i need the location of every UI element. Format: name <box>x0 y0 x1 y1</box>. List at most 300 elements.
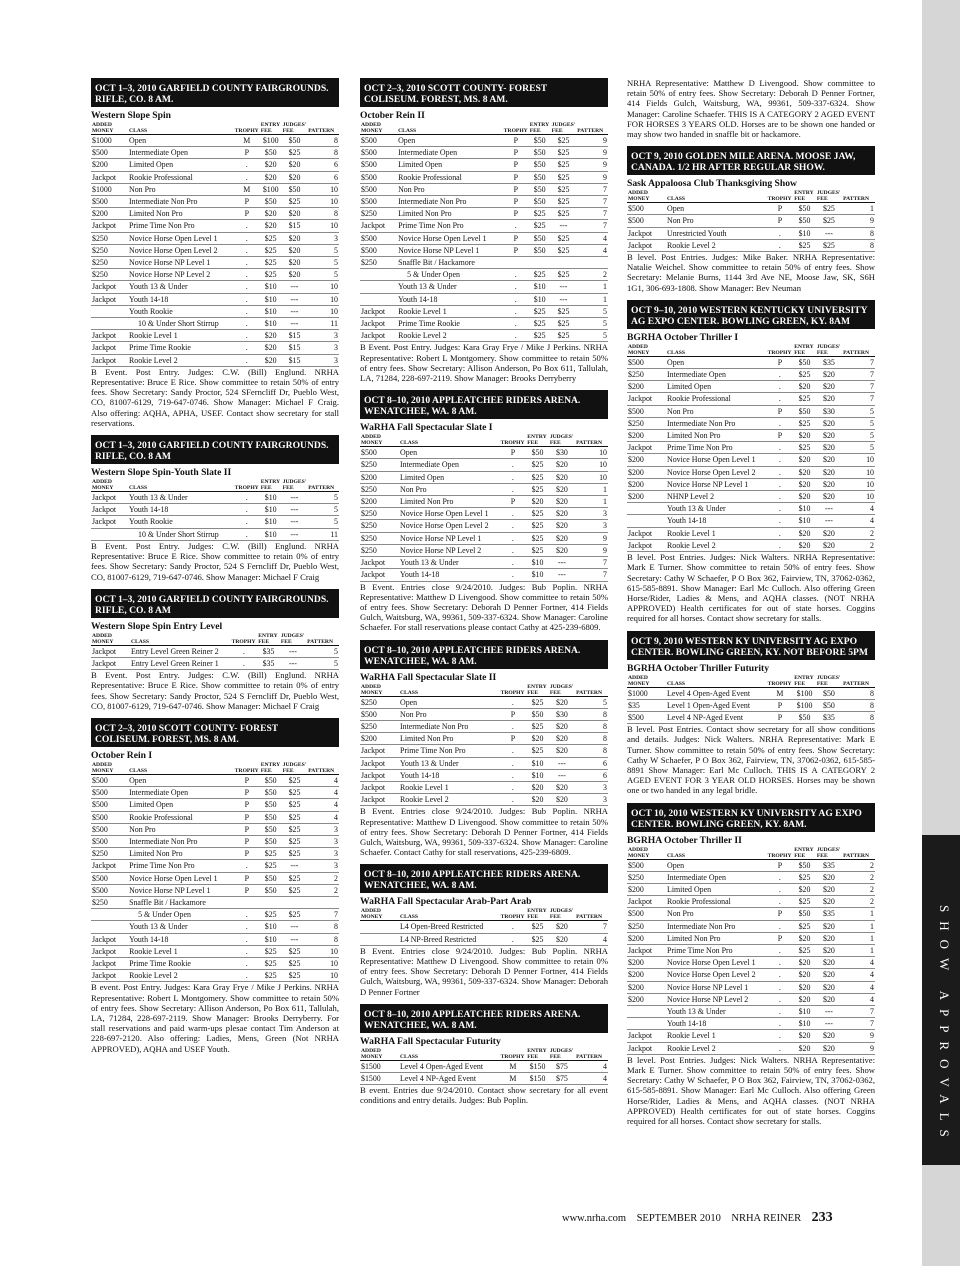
added-money: Jackpot <box>627 227 666 239</box>
table-row <box>627 491 875 503</box>
added-money: Jackpot <box>627 1042 666 1054</box>
table-row <box>91 516 339 528</box>
col-header-text: CLASS <box>400 440 419 447</box>
col-header-text: PATTERN <box>843 680 870 687</box>
judges-fee: $25 <box>282 945 308 957</box>
entry-fee: $50 <box>526 708 549 720</box>
entry-fee: $25 <box>793 239 816 251</box>
entry-fee: $10 <box>526 569 549 581</box>
judges-fee: --- <box>549 769 575 781</box>
class-name: Limited Non Pro <box>397 208 503 220</box>
judges-fee: $20 <box>816 491 842 503</box>
event-notes: B Event. Post Entry. Judges: Kara Gray Frye / Mike J Perkins. NRHA Representative: Robert L Montgomery. Show committee to retain 50% of entry fees. Show Secretary: Allison Anderson, Po Box 611, Tallulah, LA, 71284, 228-697-2119. Show Manager: Brooks Derryberry <box>360 342 608 384</box>
pattern: 2 <box>307 884 339 896</box>
class-name: Prime Time Non Pro <box>128 860 234 872</box>
trophy: . <box>234 257 260 269</box>
entry-fee: $50 <box>793 859 816 871</box>
entry-fee: $20 <box>260 330 282 342</box>
pattern: 5 <box>307 516 339 528</box>
table-row <box>360 244 608 256</box>
trophy: . <box>500 483 527 495</box>
trophy: P <box>503 196 529 208</box>
added-money: $500 <box>91 835 128 847</box>
pattern: 1 <box>842 908 875 920</box>
added-money: Jackpot <box>627 944 666 956</box>
class-name: Non Pro <box>666 405 767 417</box>
entry-fee: $25 <box>529 318 551 330</box>
class-name: Novice Horse NP Level 2 <box>128 269 234 281</box>
pattern: 10 <box>307 957 339 969</box>
class-name: Rookie Level 1 <box>399 781 500 793</box>
table-row <box>360 557 608 569</box>
class-name: Non Pro <box>666 908 767 920</box>
col-header-text: JUDGES' <box>551 122 576 128</box>
added-money: $250 <box>360 544 399 556</box>
class-name: Youth 13 & Under <box>666 503 767 515</box>
table-row <box>627 466 875 478</box>
added-money: $500 <box>360 147 397 159</box>
col-header-text: MONEY <box>628 196 650 203</box>
added-money: $500 <box>360 159 397 171</box>
col-entry-fee <box>526 908 549 921</box>
added-money: $500 <box>91 799 128 811</box>
trophy: . <box>234 528 260 540</box>
entry-fee: $50 <box>529 147 551 159</box>
class-name: 5 & Under Open <box>128 909 234 921</box>
entry-fee: $25 <box>793 871 816 883</box>
table-row <box>91 921 339 933</box>
entry-fee: $100 <box>793 699 816 711</box>
added-money: Jackpot <box>91 354 128 366</box>
col-header-text: FEE <box>258 638 270 645</box>
trophy: . <box>500 696 527 708</box>
trophy: . <box>500 520 527 532</box>
event-title: BGRHA October Thriller I <box>627 331 739 343</box>
judges-fee: --- <box>280 657 306 669</box>
pattern: 2 <box>842 539 875 551</box>
pattern: 7 <box>575 921 608 933</box>
col-header-text: FEE <box>527 1053 539 1060</box>
entry-fee: $10 <box>260 528 282 540</box>
pattern: 5 <box>307 269 339 281</box>
added-money: Jackpot <box>360 757 399 769</box>
judges-fee: --- <box>549 557 575 569</box>
class-name: Intermediate Non Pro <box>128 196 234 208</box>
judges-fee: --- <box>551 220 577 232</box>
event-title: BGRHA October Thriller Futurity <box>627 662 770 674</box>
trophy: . <box>234 504 260 516</box>
col-header-text: MONEY <box>628 852 650 859</box>
col-class <box>399 908 500 921</box>
class-name: Novice Horse Open Level 1 <box>128 232 234 244</box>
pattern: 4 <box>842 503 875 515</box>
judges-fee: $20 <box>282 159 308 171</box>
trophy: . <box>767 944 794 956</box>
added-money <box>360 921 399 933</box>
entry-fee: $25 <box>793 417 816 429</box>
col-trophy <box>500 1048 527 1061</box>
event-listing <box>627 631 875 796</box>
class-name: Novice Horse NP Level 1 <box>397 244 503 256</box>
judges-fee: $20 <box>816 957 842 969</box>
event-notes: B level. Post Entries. Contact show secretary for all show conditions and details. Judges: Nick Walters. NRHA Representative: Mark E Turner. Show committee to retain 50% of entry fees. Show Secretary: Cathy W Schaefer, P O Box 362, Fairview, TN, 37062-0362, 615-585-8891 Show Manager: Earl Mc Culloch. THIS IS A CATEGORY 2 AGED EVENT FOR 3 YEAR OLD HORSES. Horses may be shown one or two handed in any legal bridle. <box>627 724 875 796</box>
class-name: Youth 14-18 <box>397 293 503 305</box>
entry-fee: $50 <box>529 135 551 147</box>
col-added-money <box>627 190 666 203</box>
col-added-money <box>360 1048 399 1061</box>
judges-fee: --- <box>282 516 308 528</box>
pattern: 8 <box>575 708 608 720</box>
col-header-text: CLASS <box>129 767 148 774</box>
table-row <box>91 330 339 342</box>
judges-fee: $20 <box>282 269 308 281</box>
table-row <box>360 196 608 208</box>
class-name: Youth 13 & Under <box>399 757 500 769</box>
class-name: Limited Open <box>666 883 767 895</box>
class-name: Rookie Level 2 <box>397 330 503 342</box>
pattern: 2 <box>842 896 875 908</box>
col-header-text: TROPHY <box>767 349 792 356</box>
col-class <box>666 675 767 688</box>
col-header-text: CLASS <box>400 914 419 921</box>
col-header-text: JUDGES' <box>549 908 574 915</box>
judges-fee: $20 <box>816 969 842 981</box>
pattern: 2 <box>307 872 339 884</box>
column-1 <box>91 78 339 1061</box>
event-listing <box>91 78 339 428</box>
added-money: $250 <box>360 483 399 495</box>
table-row <box>627 239 875 251</box>
col-added-money <box>360 684 399 697</box>
col-header-text: ADDED <box>628 846 648 853</box>
table-row <box>627 932 875 944</box>
entry-fee: $20 <box>793 454 816 466</box>
table-row <box>360 483 608 495</box>
table-row <box>91 318 339 330</box>
entry-fee: $25 <box>526 933 549 945</box>
judges-fee: $25 <box>551 135 577 147</box>
trophy: . <box>234 909 260 921</box>
pattern: 3 <box>575 781 608 793</box>
col-header-text: MONEY <box>92 638 114 645</box>
event-listing <box>360 864 608 996</box>
col-judges-fee <box>549 434 575 447</box>
col-header-text: TROPHY <box>500 1053 525 1060</box>
trophy: . <box>234 244 260 256</box>
pattern: 8 <box>307 208 339 220</box>
pattern: 9 <box>576 147 608 159</box>
pattern: 10 <box>307 281 339 293</box>
col-entry-fee <box>526 434 549 447</box>
added-money: Jackpot <box>91 342 128 354</box>
column-2 <box>360 78 608 1113</box>
table-row <box>360 459 608 471</box>
class-name: Limited Open <box>399 471 500 483</box>
col-trophy <box>234 762 260 775</box>
class-table <box>91 633 339 670</box>
table-row <box>627 711 875 723</box>
judges-fee: $20 <box>282 244 308 256</box>
trophy: . <box>234 159 260 171</box>
class-name: Youth 13 & Under <box>128 281 234 293</box>
entry-fee: $20 <box>793 969 816 981</box>
added-money: $500 <box>91 811 128 823</box>
trophy: . <box>503 305 529 317</box>
col-judges-fee <box>816 675 842 688</box>
entry-fee: $25 <box>260 957 282 969</box>
class-name: Prime Time Non Pro <box>666 442 767 454</box>
pattern: 5 <box>842 430 875 442</box>
trophy: . <box>500 933 527 945</box>
added-money: Jackpot <box>91 945 128 957</box>
class-name: L4 Open-Breed Restricted <box>399 921 500 933</box>
pattern: 3 <box>307 848 339 860</box>
event-listing <box>627 146 875 293</box>
table-row <box>360 281 608 293</box>
col-trophy <box>234 122 260 135</box>
judges-fee: --- <box>282 305 308 317</box>
event-notes: B level. Post Entries. Judges: Nick Walters. NRHA Representative: Mark E Turner. Show committee to retain 50% of entry fees. Show Secretary: Cathy W Schaefer, P O Box 362, Fairview, TN, 37062-0362, 615-585-8891. Show Manager: Earl Mc Culloch. Also offering Green Horse/Rider, Ladies & Mens, and AQHA classes. (NOT NRHA APPROVED) Health certificates for out of state horses. Coggins required for all horses. Contact show secretary for stalls. <box>627 1054 875 1127</box>
event-title: October Rein I <box>91 749 153 761</box>
entry-fee: $25 <box>529 220 551 232</box>
added-money: Jackpot <box>360 318 397 330</box>
trophy: . <box>234 860 260 872</box>
table-row <box>627 417 875 429</box>
class-table <box>360 908 608 945</box>
table-row <box>91 657 339 669</box>
entry-fee: $10 <box>260 933 282 945</box>
trophy: P <box>234 799 260 811</box>
entry-fee: $20 <box>793 430 816 442</box>
class-name: Intermediate Non Pro <box>399 720 500 732</box>
event-header: OCT 10, 2010 WESTERN KY UNIVERSITY AG EXPO CENTER. BOWLING GREEN, KY. 8AM. <box>627 803 875 832</box>
class-name: Novice Horse Open Level 2 <box>666 466 767 478</box>
entry-fee: $50 <box>260 196 282 208</box>
trophy: . <box>767 969 794 981</box>
event-listing <box>360 390 608 632</box>
class-name: Open <box>666 356 767 368</box>
col-class <box>666 190 767 203</box>
pattern: 5 <box>842 442 875 454</box>
pattern: 9 <box>576 171 608 183</box>
trophy: . <box>234 945 260 957</box>
event-title: BGRHA October Thriller II <box>627 834 742 846</box>
trophy: . <box>767 539 794 551</box>
entry-fee: $25 <box>793 896 816 908</box>
pattern: 3 <box>575 520 608 532</box>
trophy: . <box>500 921 527 933</box>
entry-fee: $50 <box>793 405 816 417</box>
col-header-text: TROPHY <box>500 689 525 696</box>
table-row <box>360 318 608 330</box>
added-money: $250 <box>360 720 399 732</box>
table-row <box>360 544 608 556</box>
table-row <box>91 645 339 657</box>
class-name: Rookie Level 2 <box>128 354 234 366</box>
entry-fee: $10 <box>260 492 282 504</box>
pattern: 1 <box>576 281 608 293</box>
class-name: Novice Horse Open Level 1 <box>399 508 500 520</box>
judges-fee: $35 <box>816 859 842 871</box>
class-name: 5 & Under Open <box>397 269 503 281</box>
table-row <box>91 269 339 281</box>
added-money: Jackpot <box>91 957 128 969</box>
table-row <box>91 244 339 256</box>
col-pattern <box>575 908 608 921</box>
col-header-text: ENTRY <box>527 908 547 915</box>
trophy: P <box>767 699 794 711</box>
added-money: $250 <box>360 520 399 532</box>
table-row <box>627 369 875 381</box>
pattern: 3 <box>575 794 608 806</box>
col-header-text: TROPHY <box>231 638 256 645</box>
pattern: 7 <box>576 220 608 232</box>
judges-fee: $20 <box>816 454 842 466</box>
class-name: Youth 14-18 <box>666 1018 767 1030</box>
trophy: . <box>500 557 527 569</box>
added-money: $200 <box>627 957 666 969</box>
judges-fee: $15 <box>282 342 308 354</box>
entry-fee: $20 <box>260 208 282 220</box>
table-row <box>360 769 608 781</box>
table-row <box>360 508 608 520</box>
table-row <box>91 504 339 516</box>
col-header-text: FEE <box>527 689 539 696</box>
trophy: . <box>767 1005 794 1017</box>
event-title: WaRHA Fall Spectacular Futurity <box>360 1035 501 1047</box>
entry-fee: $25 <box>526 696 549 708</box>
added-money <box>360 933 399 945</box>
class-name: Rookie Level 1 <box>666 1030 767 1042</box>
pattern: 10 <box>575 459 608 471</box>
event-title: Western Slope Spin Entry Level <box>91 620 223 632</box>
entry-fee: $50 <box>526 447 549 459</box>
col-header-text: FEE <box>529 128 541 134</box>
table-row <box>627 687 875 699</box>
pattern: 7 <box>575 569 608 581</box>
added-money: $200 <box>91 208 128 220</box>
judges-fee: $30 <box>549 708 575 720</box>
col-header-text: PATTERN <box>576 440 603 447</box>
entry-fee: $20 <box>793 1042 816 1054</box>
trophy: . <box>500 769 527 781</box>
col-header-text: PATTERN <box>576 689 603 696</box>
entry-fee: $10 <box>260 305 282 317</box>
class-name: Prime Time Rookie <box>128 957 234 969</box>
class-name: Rookie Professional <box>397 171 503 183</box>
pattern: 2 <box>842 883 875 895</box>
col-judges-fee <box>282 122 308 135</box>
entry-fee: $20 <box>526 794 549 806</box>
added-money: $250 <box>360 696 399 708</box>
trophy: P <box>234 208 260 220</box>
table-row <box>91 872 339 884</box>
judges-fee: --- <box>549 757 575 769</box>
entry-fee: $25 <box>260 848 282 860</box>
table-row <box>627 859 875 871</box>
judges-fee: $25 <box>551 244 577 256</box>
entry-fee: $20 <box>260 220 282 232</box>
col-header-text: CLASS <box>398 128 417 134</box>
judges-fee: $35 <box>816 908 842 920</box>
added-money: $250 <box>91 896 128 908</box>
col-header-text: FEE <box>549 1053 561 1060</box>
class-table <box>627 847 875 1055</box>
added-money: $200 <box>627 478 666 490</box>
added-money: $250 <box>91 232 128 244</box>
added-money: $500 <box>360 244 397 256</box>
entry-fee: $35 <box>257 657 280 669</box>
class-name: Intermediate Non Pro <box>666 417 767 429</box>
added-money: $250 <box>360 257 397 269</box>
class-table <box>360 684 608 807</box>
trophy: P <box>234 872 260 884</box>
added-money: $500 <box>91 774 128 786</box>
pattern: 10 <box>307 970 339 982</box>
added-money <box>627 1018 666 1030</box>
col-added-money <box>360 122 397 135</box>
class-name: Open <box>399 447 500 459</box>
col-header-text: FEE <box>794 680 806 687</box>
class-table <box>627 675 875 725</box>
entry-fee: $25 <box>526 720 549 732</box>
col-header-text: JUDGES' <box>549 683 574 690</box>
pattern: 8 <box>842 711 875 723</box>
col-pattern <box>842 344 875 357</box>
trophy: . <box>767 1030 794 1042</box>
pattern: 8 <box>307 135 339 147</box>
added-money: Jackpot <box>360 557 399 569</box>
trophy: . <box>767 466 794 478</box>
class-name: Youth 14-18 <box>399 569 500 581</box>
trophy: P <box>767 932 794 944</box>
col-header-text: PATTERN <box>577 128 604 134</box>
trophy: . <box>234 330 260 342</box>
event-header: OCT 1–3, 2010 GARFIELD COUNTY FAIRGROUNDS. RIFLE, CO. 8 AM. <box>91 78 339 107</box>
class-name: Youth 14-18 <box>128 933 234 945</box>
table-row <box>360 147 608 159</box>
event-listing <box>91 589 339 711</box>
col-header-text: ADDED <box>92 479 112 486</box>
col-header-text: ADDED <box>361 908 381 915</box>
added-money: $500 <box>360 232 397 244</box>
table-row <box>360 733 608 745</box>
col-judges-fee <box>282 762 308 775</box>
pattern: 4 <box>307 787 339 799</box>
pattern: 7 <box>842 393 875 405</box>
table-row <box>91 196 339 208</box>
judges-fee: $20 <box>816 871 842 883</box>
col-header-text: TROPHY <box>500 914 525 921</box>
class-name: Rookie Level 1 <box>666 527 767 539</box>
class-name: Intermediate Open <box>128 147 234 159</box>
class-name: Youth 13 & Under <box>666 1005 767 1017</box>
col-header-text: ENTRY <box>260 479 281 486</box>
class-name: Rookie Professional <box>666 896 767 908</box>
trophy: P <box>503 244 529 256</box>
trophy: . <box>767 896 794 908</box>
trophy: . <box>767 491 794 503</box>
added-money: $1000 <box>627 687 666 699</box>
event-listing <box>360 78 608 383</box>
entry-fee: $25 <box>526 483 549 495</box>
col-class <box>128 762 234 775</box>
judges-fee: $25 <box>551 318 577 330</box>
col-header-text: FEE <box>260 767 272 774</box>
entry-fee: $25 <box>526 745 549 757</box>
trophy: M <box>234 135 260 147</box>
event-header: OCT 9–10, 2010 WESTERN KENTUCKY UNIVERSITY AG EXPO CENTER. BOWLING GREEN, KY. 8AM <box>627 300 875 329</box>
